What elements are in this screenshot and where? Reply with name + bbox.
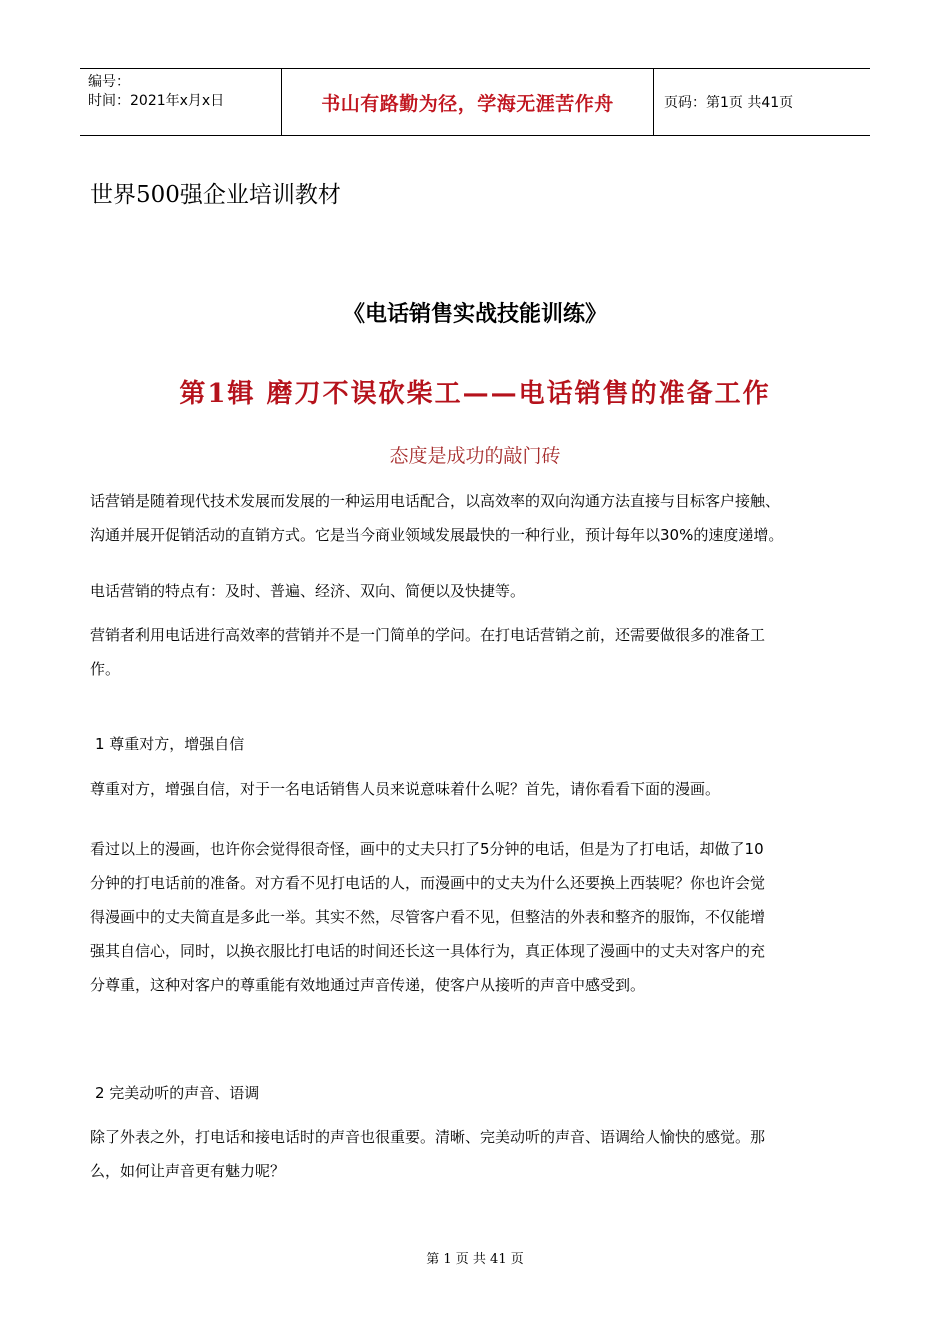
item-1-heading: 1 尊重对方，增强自信 (95, 735, 245, 753)
intro-paragraph-2: 电话营销的特点有：及时、普遍、经济、双向、简便以及快捷等。 (90, 582, 526, 600)
page-footer: 第 1 页 共 41 页 (426, 1252, 524, 1267)
top-title: 世界500强企业培训教材 (90, 182, 341, 208)
chapter-title: 第1辑 磨刀不误砍柴工——电话销售的准备工作 (179, 379, 771, 409)
item-2-heading: 2 完美动听的声音、语调 (95, 1084, 260, 1102)
date-label: 时间：2021年x月x日 (88, 93, 225, 109)
header-page-info: 页码：第1页 共41页 (664, 95, 794, 111)
item-1-paragraph-2 (90, 832, 860, 1002)
section-title: 态度是成功的敲门砖 (389, 445, 561, 467)
text-line: 营销者利用电话进行高效率的营销并不是一门简单的学问。在打电话营销之前，还需要做很多的准备工 (90, 626, 766, 644)
text-line: 沟通并展开促销活动的直销方式。它是当今商业领域发展最快的一种行业，预计每年以30%的速度递增。 (90, 526, 784, 544)
intro-paragraph-1 (90, 484, 860, 552)
text-line: 强其自信心，同时，以换衣服比打电话的时间还长这一具体行为，真正体现了漫画中的丈夫对客户的充 (90, 942, 766, 960)
text-line: 分尊重，这种对客户的尊重能有效地通过声音传递，使客户从接听的声音中感受到。 (90, 976, 646, 994)
number-label: 编号： (88, 74, 130, 90)
item-1-paragraph-1: 尊重对方，增强自信，对于一名电话销售人员来说意味着什么呢？首先，请你看看下面的漫画。 (90, 780, 721, 798)
intro-paragraph-3 (90, 618, 860, 686)
text-line: 么，如何让声音更有魅力呢？ (90, 1162, 286, 1180)
header-motto: 书山有路勤为径，学海无涯苦作舟 (281, 69, 654, 135)
header-table (80, 68, 870, 136)
text-line: 看过以上的漫画，也许你会觉得很奇怪，画中的丈夫只打了5分钟的电话，但是为了打电话，却做了10 (90, 840, 764, 858)
text-line: 除了外表之外，打电话和接电话时的声音也很重要。清晰、完美动听的声音、语调给人愉快的感觉。那 (90, 1128, 766, 1146)
text-line: 作。 (90, 660, 121, 678)
book-title: 《电话销售实战技能训练》 (342, 302, 607, 327)
item-2-paragraph-1 (90, 1120, 860, 1188)
header-meta (80, 69, 281, 135)
text-line: 得漫画中的丈夫简直是多此一举。其实不然，尽管客户看不见，但整洁的外表和整齐的服饰，不仅能增 (90, 908, 766, 926)
text-line: 分钟的打电话前的准备。对方看不见打电话的人，而漫画中的丈夫为什么还要换上西装呢？你也许会觉 (90, 874, 766, 892)
text-line: 话营销是随着现代技术发展而发展的一种运用电话配合，以高效率的双向沟通方法直接与目标客户接触、 (90, 492, 781, 510)
